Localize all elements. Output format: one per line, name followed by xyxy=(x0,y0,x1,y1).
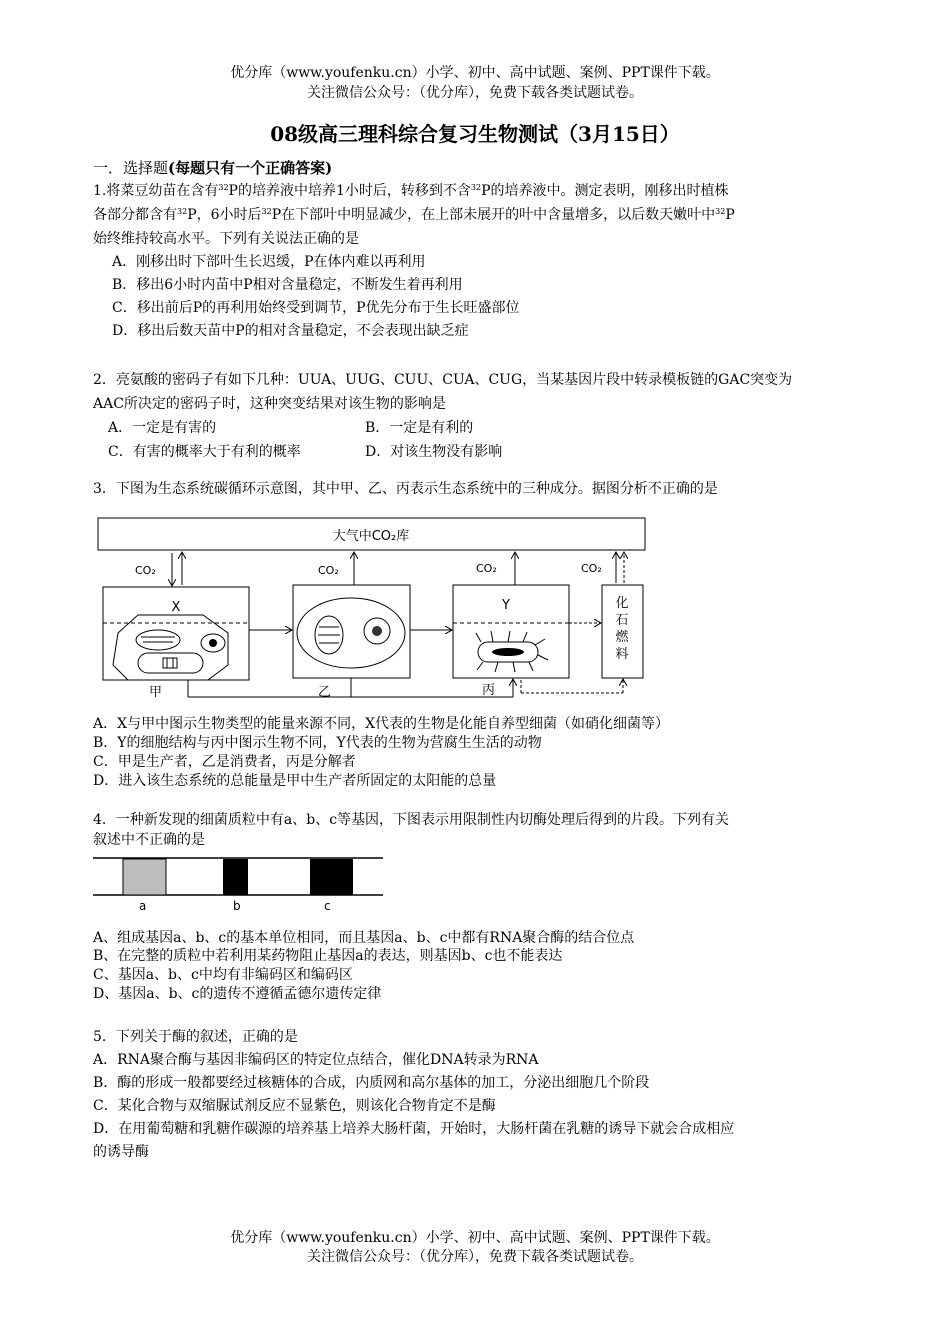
q2-option-b: B．一定是有利的 xyxy=(365,420,474,436)
gene-fragment-diagram xyxy=(93,855,383,915)
q1-sup-5: 32 xyxy=(715,207,726,216)
q1-text-a: 1.将菜豆幼苗在含有 xyxy=(93,183,219,199)
q1-text-f: P在下部叶中明显减少，在上部未展开的叶中含量增多，以后数天嫩叶中 xyxy=(271,207,716,223)
co2-label-3: CO₂ xyxy=(476,562,497,575)
box-bing xyxy=(453,585,569,678)
gene-b-block xyxy=(223,859,248,895)
q1-option-b: B．移出6小时内苗中P相对含量稳定，不断发生着再利用 xyxy=(112,277,463,293)
question-1-line-3: 始终维持较高水平。下列有关说法正确的是 xyxy=(93,231,359,247)
header-line-2: 关注微信公众号：（优分库），免费下载各类试题试卷。 xyxy=(307,85,643,101)
question-4-line-2: 叙述中不正确的是 xyxy=(93,832,205,848)
section-note: (每题只有一个正确答案) xyxy=(168,159,333,177)
q1-sup-3: 32 xyxy=(177,207,188,216)
fossil-char-2: 石 xyxy=(615,613,629,628)
q2-option-d: D．对该生物没有影响 xyxy=(365,444,503,460)
q1-sup-2: 32 xyxy=(470,183,482,192)
q1-option-d: D．移出后数天苗中P的相对含量稳定，不会表现出缺乏症 xyxy=(112,323,469,339)
gene-label-a: a xyxy=(139,899,147,913)
section-prefix: 一．选择题 xyxy=(93,159,169,177)
q4-option-a: A、组成基因a、b、c的基本单位相同，而且基因a、b、c中都有RNA聚合酶的结合位点 xyxy=(93,930,635,946)
q1-option-c: C．移出前后P的再利用始终受到调节，P优先分布于生长旺盛部位 xyxy=(112,300,520,316)
carbon-cycle-diagram xyxy=(93,515,653,710)
header-line-1: 优分库（www.youfenku.cn）小学、初中、高中试题、案例、PPT课件下载。 xyxy=(230,65,720,81)
q5-option-b: B．酶的形成一般都要经过核糖体的合成，内质网和高尔基体的加工，分泌出细胞几个阶段 xyxy=(93,1075,650,1091)
q2-option-a: A．一定是有害的 xyxy=(108,420,217,436)
question-4-line-1: 4．一种新发现的细菌质粒中有a、b、c等基因，下图表示用限制性内切酶处理后得到的片段。下列有关 xyxy=(93,812,730,828)
label-yi: 乙 xyxy=(318,685,332,700)
q5-option-a: A．RNA聚合酶与基因非编码区的特定位点结合，催化DNA转录为RNA xyxy=(93,1052,539,1068)
question-5-stem: 5．下列关于酶的叙述，正确的是 xyxy=(93,1029,298,1045)
fossil-char-3: 燃 xyxy=(615,630,629,645)
q4-option-c: C、基因a、b、c中均有非编码区和编码区 xyxy=(93,967,353,983)
q2-option-c: C．有害的概率大于有利的概率 xyxy=(108,444,301,460)
q1-sup-4: 32 xyxy=(261,207,272,216)
co2-label-4: CO₂ xyxy=(581,562,602,575)
label-x: X xyxy=(171,600,181,615)
footer-line-2: 关注微信公众号：（优分库），免费下载各类试题试卷。 xyxy=(307,1249,643,1265)
co2-label-1: CO₂ xyxy=(135,564,156,577)
q1-text-c: P的培养液中。测定表明，刚移出时植株 xyxy=(481,183,729,199)
gene-a-block xyxy=(123,859,166,895)
q1-text-b: P的培养液中培养1小时后，转移到不含 xyxy=(228,183,471,199)
footer-line-1: 优分库（www.youfenku.cn）小学、初中、高中试题、案例、PPT课件下载。 xyxy=(230,1230,720,1246)
gene-label-b: b xyxy=(233,899,241,913)
q5-option-d-continued: 的诱导酶 xyxy=(93,1144,149,1160)
question-1-line-1 xyxy=(93,180,863,203)
q4-option-d: D、基因a、b、c的遗传不遵循孟德尔遗传定律 xyxy=(93,986,382,1002)
question-3-stem: 3．下图为生态系统碳循环示意图，其中甲、乙、丙表示生态系统中的三种成分。据图分析不正确的是 xyxy=(93,481,718,497)
fossil-char-1: 化 xyxy=(615,596,629,611)
q1-text-g: P xyxy=(725,207,735,223)
gene-label-c: c xyxy=(324,899,331,913)
question-1-line-2 xyxy=(93,204,863,227)
fossil-char-4: 料 xyxy=(615,647,629,662)
q4-option-b: B、在完整的质粒中若利用某药物阻止基因a的表达，则基因b、c也不能表达 xyxy=(93,948,563,964)
page-title: 08级高三理科综合复习生物测试（3月15日） xyxy=(270,122,680,146)
atmosphere-label: 大气中CO₂库 xyxy=(332,529,410,544)
q3-option-c: C．甲是生产者，乙是消费者，丙是分解者 xyxy=(93,754,356,770)
question-2-line-2: AAC所决定的密码子时，这种突变结果对该生物的影响是 xyxy=(93,396,446,412)
question-2-line-1: 2．亮氨酸的密码子有如下几种：UUA、UUG、CUU、CUA、CUG，当某基因片段中转录模板链的GAC突变为 xyxy=(93,372,793,388)
q5-option-d: D．在用葡萄糖和乳糖作碳源的培养基上培养大肠杆菌，开始时，大肠杆菌在乳糖的诱导下就会合成相应 xyxy=(93,1121,735,1137)
label-jia: 甲 xyxy=(149,685,163,700)
label-bing: 丙 xyxy=(482,683,496,698)
q3-option-d: D．进入该生态系统的总能量是甲中生产者所固定的太阳能的总量 xyxy=(93,773,497,789)
q3-option-b: B．Y的细胞结构与丙中图示生物不同，Y代表的生物为营腐生生活的动物 xyxy=(93,735,542,751)
label-y: Y xyxy=(502,598,510,613)
q1-option-a: A．刚移出时下部叶生长迟缓，P在体内难以再利用 xyxy=(112,254,426,270)
q1-text-e: P，6小时后 xyxy=(187,207,262,223)
q1-text-d: 各部分都含有 xyxy=(93,207,177,223)
co2-label-2: CO₂ xyxy=(318,564,339,577)
q3-option-a: A．X与甲中图示生物类型的能量来源不同，X代表的生物是化能自养型细菌（如硝化细菌等） xyxy=(93,716,670,732)
section-heading xyxy=(93,157,332,178)
q5-option-c: C．某化合物与双缩脲试剂反应不显紫色，则该化合物肯定不是酶 xyxy=(93,1098,496,1114)
q1-sup-1: 32 xyxy=(218,183,229,192)
gene-c-block xyxy=(310,859,353,895)
